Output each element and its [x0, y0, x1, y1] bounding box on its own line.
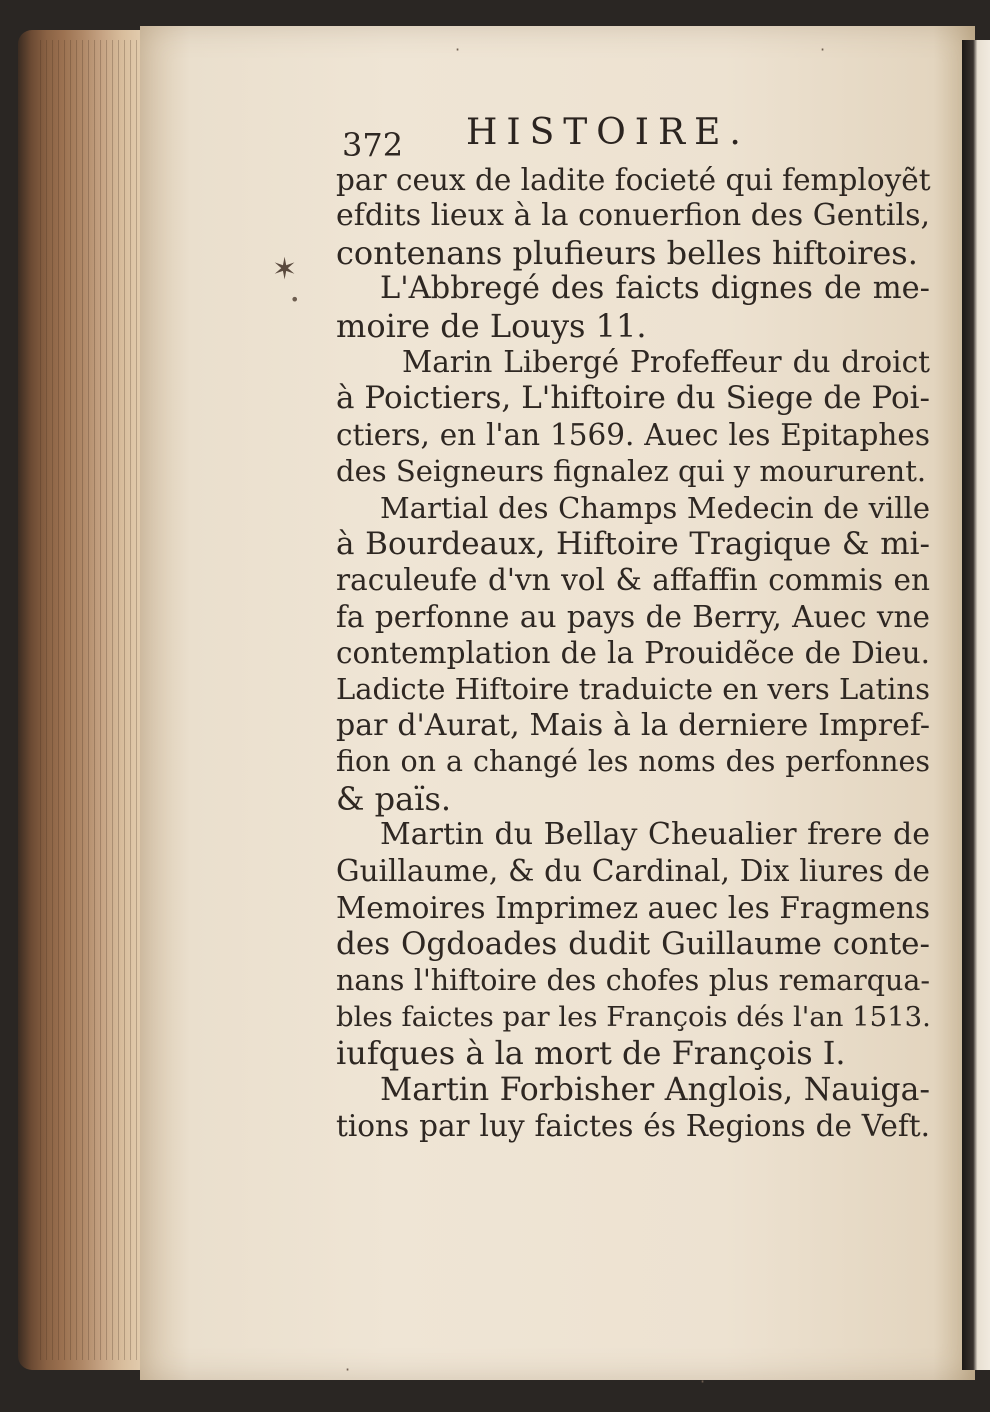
- speck-icon: ·: [345, 1360, 351, 1379]
- text-line: fa perfonne au pays de Berry, Auec vne: [336, 599, 930, 634]
- speck-icon: ·: [700, 1372, 706, 1391]
- text-line: à Poictiers, L'hiftoire du Siege de Poi-: [336, 380, 930, 417]
- running-title: HISTOIRE.: [466, 112, 750, 153]
- text-line: Martial des Champs Medecin de ville: [380, 490, 930, 525]
- page-header: [336, 110, 930, 162]
- text-line: Guillaume, & du Cardinal, Dix liures de: [336, 854, 930, 889]
- text-line: ctiers, en l'an 1569. Auec les Epitaphes: [336, 417, 930, 452]
- text-line: iufques à la mort de François I.: [336, 1034, 846, 1073]
- facing-page-edge: [962, 40, 990, 1370]
- speck-icon: •: [290, 290, 300, 309]
- text-line: par d'Aurat, Mais à la derniere Impref-: [336, 707, 930, 743]
- text-line: par ceux de ladite focieté qui femployẽt: [336, 163, 931, 197]
- margin-mark-icon: ✶: [272, 252, 298, 287]
- text-line: fion on a changé les noms des perfonnes: [336, 745, 930, 779]
- speck-icon: ·: [455, 40, 461, 59]
- text-line: Martin Forbisher Anglois, Nauiga-: [380, 1071, 930, 1108]
- text-line: Marin Libergé Profeffeur du droict: [402, 344, 930, 379]
- text-line: Martin du Bellay Cheualier frere de: [380, 817, 930, 853]
- text-line: des Ogdoades dudit Guillaume conte-: [336, 926, 930, 963]
- text-line: des Seigneurs fignalez qui y moururent.: [336, 454, 927, 489]
- page-number: 372: [342, 126, 404, 164]
- text-line: Memoires Imprimez auec les Fragmens: [336, 890, 930, 925]
- page-edge-lines: [40, 40, 140, 1360]
- text-line: contemplation de la Prouidẽce de Dieu.: [336, 636, 930, 671]
- text-line: Ladicte Hiftoire traduicte en vers Latins: [336, 672, 930, 707]
- text-line: raculeufe d'vn vol & affaffin commis en: [336, 563, 930, 598]
- text-line: nans l'hiftoire des chofes plus remarqua-: [336, 963, 930, 997]
- text-line: efdits lieux à la conuerfion des Gentils,: [336, 198, 930, 234]
- text-line: moire de Louys 11.: [336, 306, 647, 345]
- text-line: à Bourdeaux, Hiftoire Tragique & mi-: [336, 525, 930, 562]
- text-line: L'Abbregé des faicts dignes de me-: [380, 271, 930, 307]
- text-line: tions par luy faictes és Regions de Veft.: [336, 1109, 930, 1144]
- text-line: contenans plufieurs belles hiftoires.: [336, 233, 918, 272]
- speck-icon: ·: [820, 40, 826, 59]
- text-line: bles faictes par les François dés l'an 1513.: [336, 1000, 931, 1033]
- text-block: [336, 110, 930, 1145]
- text-line: & païs.: [336, 779, 452, 818]
